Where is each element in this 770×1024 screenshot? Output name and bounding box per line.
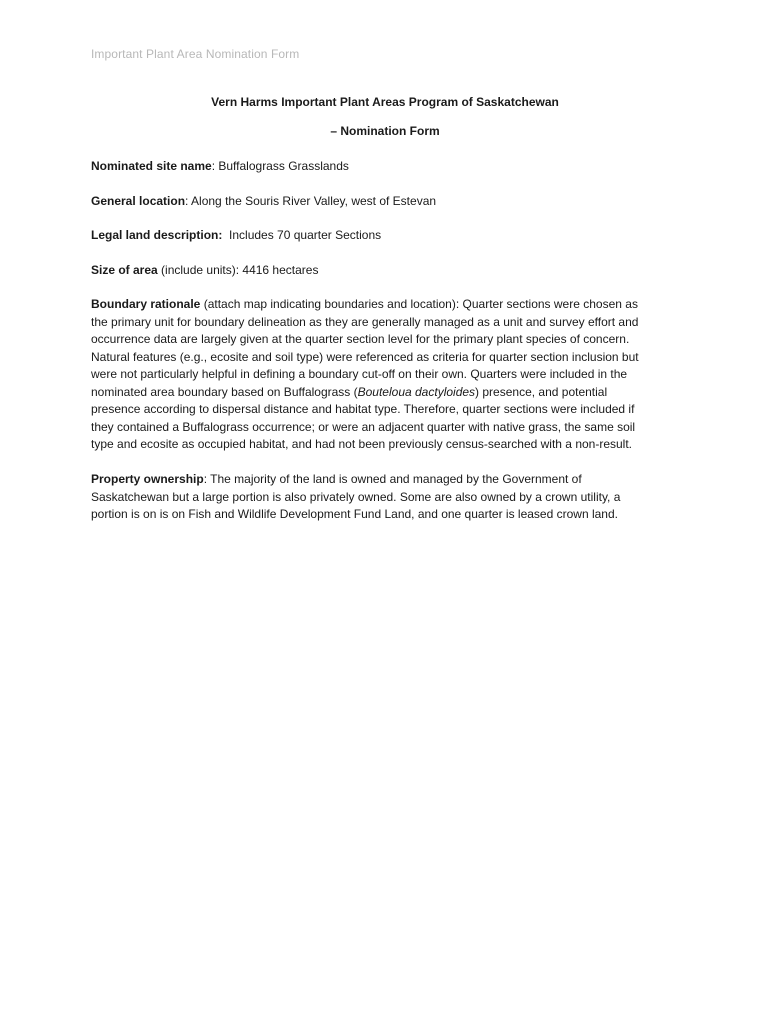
paragraph-line — [91, 471, 681, 489]
line-text: (attach map indicating boundaries and location): Quarter sections were chosen as — [200, 297, 638, 311]
field-value: : Along the Souris River Valley, west of Estevan — [185, 194, 437, 208]
species-name: Bouteloua dactyloides — [357, 384, 476, 399]
field-label: General location — [91, 194, 186, 208]
field-value: : Buffalograss Grasslands — [211, 159, 349, 173]
document-title: Vern Harms Important Plant Areas Program of Saskatchewan — [211, 95, 559, 109]
paragraph-line: presence according to dispersal distance and habitat type. Therefore, quarter sections were included if — [91, 402, 635, 416]
field-value: Includes 70 quarter Sections — [222, 228, 382, 242]
field-label: Size of area — [91, 263, 158, 277]
field-site-name — [91, 158, 681, 176]
field-boundary-rationale — [91, 296, 681, 454]
line-text: : The majority of the land is owned and managed by the Government of — [203, 472, 582, 486]
paragraph-line: portion is on is on Fish and Wildlife Development Fund Land, and one quarter is leased crown land. — [91, 507, 618, 521]
paragraph-line: Saskatchewan but a large portion is also privately owned. Some are also owned by a crown utility, a — [91, 489, 621, 504]
paragraph-line: type and ecosite as occupied habitat, and had not been previously census-searched with a non-result. — [91, 437, 633, 451]
paragraph-line: occurrence data are largely given at the quarter section level for the primary plant species of concern. — [91, 332, 630, 346]
line-text: ) presence, and potential — [475, 384, 608, 399]
field-legal-land-description — [91, 227, 681, 245]
field-value: (include units): 4416 hectares — [157, 263, 319, 277]
paragraph-line — [91, 384, 681, 402]
field-label: Nominated site name — [91, 159, 212, 173]
field-general-location — [91, 193, 681, 211]
field-label: Property ownership — [91, 472, 204, 486]
field-property-ownership — [91, 471, 681, 524]
document-subtitle: – Nomination Form — [330, 124, 440, 138]
paragraph-line: the primary unit for boundary delineation as they are generally managed as a unit and survey effort and — [91, 314, 639, 329]
field-size-of-area — [91, 262, 681, 280]
field-label: Legal land description: — [91, 228, 223, 242]
paragraph-line: Natural features (e.g., ecosite and soil type) were referenced as criteria for quarter section inclusion but — [91, 349, 639, 364]
paragraph-line: they contained a Buffalograss occurrence; or were an adjacent quarter with native grass, the same soil — [91, 419, 636, 434]
running-header: Important Plant Area Nomination Form — [91, 47, 300, 61]
line-text: nominated area boundary based on Buffalograss ( — [91, 384, 358, 399]
field-label: Boundary rationale — [91, 297, 201, 311]
paragraph-line — [91, 296, 681, 314]
paragraph-line: were not particularly helpful in defining a boundary cut-off on their own. Quarters were included in the — [91, 367, 628, 381]
